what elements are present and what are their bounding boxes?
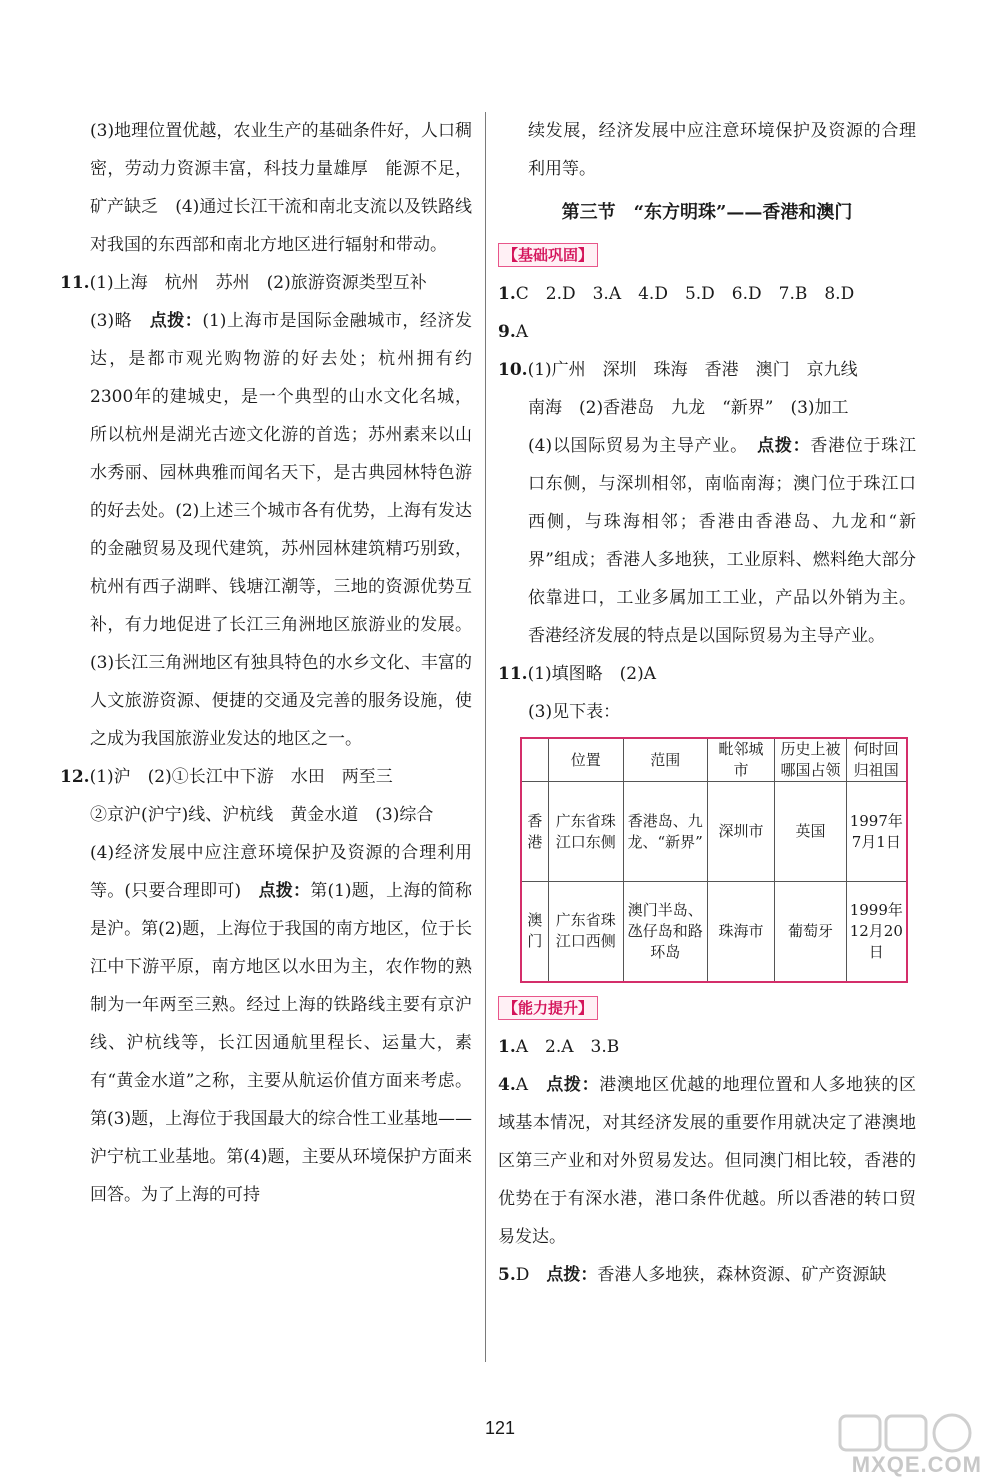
hint-label: 点拨： — [149, 311, 203, 331]
hint-text: 第(1)题，上海的简称是沪。第(2)题，上海位于我国的南方地区，位于长江中下游平原，南方地区以水田为主，农作物的熟制为一年两至三熟。经过上海的铁路线主要有京沪线、沪杭线等，长江因通航里程长、运量大，素有“黄金水道”之称，主要从航运价值方面来考虑。第(3)题，上海位于我国最大的综合性工业基地——沪宁杭工业基地。第(4)题，主要从环境保护方面来回答。为了上海的可持 — [90, 881, 473, 1205]
answer-text: C 2.D 3.A 4.D 5.D 6.D 7.B 8.D — [515, 284, 855, 304]
table-cell: 澳门半岛、氹仔岛和路环岛 — [623, 882, 707, 982]
page-number: 121 — [484, 1418, 516, 1438]
hk-macau-table — [520, 737, 908, 983]
hint-label: 点拨： — [546, 1264, 598, 1285]
table-cell: 广东省珠江口东侧 — [548, 782, 623, 882]
table-header-cell: 何时回归祖国 — [846, 738, 907, 782]
hint-text: (1)上海市是国际金融城市，经济发达，是都市观光购物游的好去处；杭州拥有约2300年的建城史，是一个典型的山水文化名城，所以杭州是湖光古迹文化游的首选；苏州素来以山水秀丽、园林典雅而闻名天下，是古典园林特色游的好去处。(2)上述三个城市各有优势，上海有发达的金融贸易及现代建筑，苏州园林建筑精巧别致，杭州有西子湖畔、钱塘江潮等，三地的资源优势互补，有力地促进了长江三角洲地区旅游业的发展。(3)长江三角洲地区有独具特色的水乡文化、丰富的人文旅游资源、便捷的交通及完善的服务设施，使之成为我国旅游业发达的地区之一。 — [90, 311, 472, 749]
answer-11-line2: (3)见下表： — [528, 702, 621, 722]
answer-5 — [498, 1256, 916, 1294]
table-header-cell: 范围 — [623, 738, 707, 782]
section-tag-advanced: 【能力提升】 — [498, 996, 598, 1020]
question-number: 11. — [498, 664, 528, 684]
hint-text: 香港位于珠江口东侧，与深圳相邻，南临南海；澳门位于珠江口西侧，与珠海相邻；香港由香港岛、九龙和“新界”组成；香港人多地狭，工业原料、燃料绝大部分依靠进口，工业多属加工工业，产品以外销为主。香港经济发展的特点是以国际贸易为主导产业。 — [528, 436, 916, 646]
answer-text: (1)上海 杭州 苏州 (2)旅游资源类型互补 — [89, 273, 427, 293]
answer-11-note — [60, 302, 472, 758]
answer-text: A — [515, 1074, 547, 1095]
answer-10-note — [498, 427, 916, 655]
table-header-cell: 位置 — [548, 738, 623, 782]
question-number: 10. — [498, 360, 528, 380]
table-cell: 英国 — [775, 782, 846, 882]
answer-12-line2: ②京沪(沪宁)线、沪杭线 黄金水道 (3)综合 — [90, 805, 434, 825]
answers-1-3 — [498, 1028, 916, 1066]
right-column — [498, 112, 916, 1294]
table-header-cell: 历史上被哪国占领 — [775, 738, 846, 782]
section-title: 第三节 “东方明珠”——香港和澳门 — [561, 202, 853, 223]
question-number: 4. — [498, 1074, 516, 1095]
table-cell: 1999年12月20日 — [846, 882, 907, 982]
question-number: 11. — [60, 273, 90, 293]
answer-11 — [498, 655, 916, 693]
answer-text: (1)沪 (2)①长江中下游 水田 两至三 — [89, 767, 393, 787]
hint-label: 点拨： — [546, 1074, 600, 1095]
answer-text: (1)广州 深圳 珠海 香港 澳门 京九线 — [527, 360, 858, 380]
answer-11 — [60, 264, 472, 302]
answer-text: A — [515, 322, 529, 342]
continued-text: 续发展，经济发展中应注意环境保护及资源的合理利用等。 — [528, 121, 916, 179]
question-number: 1. — [498, 284, 516, 304]
column-divider — [485, 112, 486, 1362]
left-column — [60, 112, 472, 1214]
table-cell: 澳门 — [521, 882, 548, 982]
answer-text: A 2.A 3.B — [515, 1036, 620, 1057]
answer-text: (4)经济发展中应注意环境保护及资源的合理利用等。(只要合理即可) — [90, 843, 472, 901]
answers-1-8 — [498, 275, 916, 313]
answer-10-part3: (3)地理位置优越，农业生产的基础条件好，人口稠密，劳动力资源丰富，科技力量雄厚 能源不足，矿产缺乏 (4)通过长江干流和南北支流以及铁路线对我国的东西部和南北方地区进行辐射和带动。 — [90, 121, 472, 255]
question-number: 5. — [498, 1264, 516, 1285]
table-header-cell: 毗邻城市 — [707, 738, 775, 782]
hint-label: 点拨： — [757, 436, 811, 456]
table-cell: 广东省珠江口西侧 — [548, 882, 623, 982]
hint-label: 点拨： — [258, 881, 311, 901]
answer-12-note — [60, 834, 472, 1214]
table-header-cell — [521, 738, 548, 782]
answer-text: (4)以国际贸易为主导产业。 — [528, 436, 758, 456]
answer-10-line2: 南海 (2)香港岛 九龙 “新界” (3)加工 — [528, 398, 849, 418]
section-tag-basic: 【基础巩固】 — [498, 243, 598, 267]
table-cell: 香港岛、九龙、“新界” — [623, 782, 707, 882]
table-cell: 珠海市 — [707, 882, 775, 982]
answer-9 — [498, 313, 916, 351]
answer-4 — [498, 1066, 916, 1256]
table-header-row — [521, 738, 907, 782]
answer-12 — [60, 758, 472, 796]
table-row — [521, 882, 907, 982]
table-cell: 1997年7月1日 — [846, 782, 907, 882]
answer-text: (1)填图略 (2)A — [527, 664, 657, 684]
question-number: 1. — [498, 1036, 516, 1057]
answer-text: D — [515, 1264, 547, 1285]
table-cell: 香港 — [521, 782, 548, 882]
table-cell: 葡萄牙 — [775, 882, 846, 982]
question-number: 9. — [498, 322, 516, 342]
watermark-text: MXQE.COM — [851, 1452, 982, 1477]
table-row — [521, 782, 907, 882]
answer-10 — [498, 351, 916, 389]
hint-text: 香港人多地狭，森林资源、矿产资源缺 — [597, 1264, 887, 1285]
question-number: 12. — [60, 767, 90, 787]
answer-text: (3)略 — [90, 311, 150, 331]
hint-text: 港澳地区优越的地理位置和人多地狭的区域基本情况，对其经济发展的重要作用就决定了港澳地区第三产业和对外贸易发达。但同澳门相比较，香港的优势在于有深水港，港口条件优越。所以香港的转口贸易发达。 — [498, 1074, 916, 1247]
table-cell: 深圳市 — [707, 782, 775, 882]
